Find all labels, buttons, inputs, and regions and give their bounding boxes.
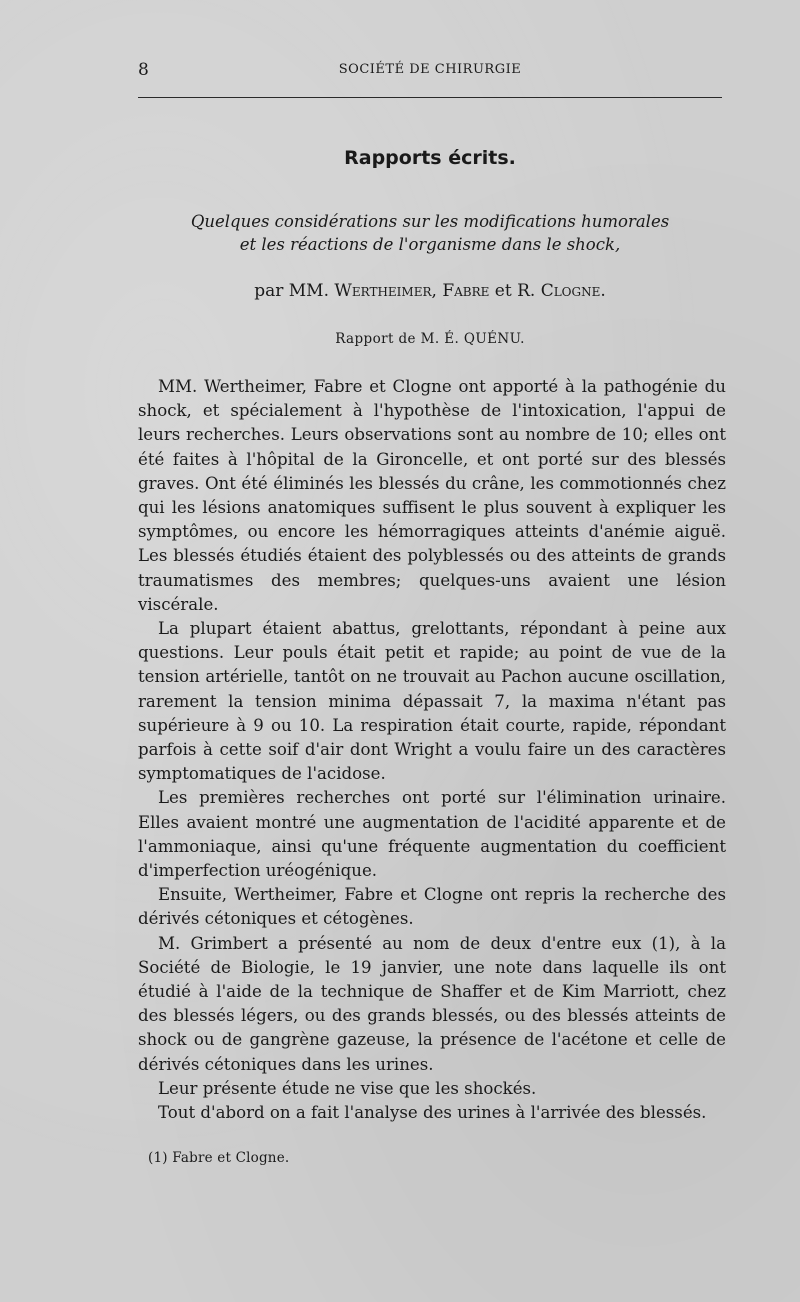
author-fabre: Fabre [442,281,490,301]
author-clogne: Clogne [540,281,601,301]
page-header [138,60,722,84]
authors-prefix: par MM. [254,281,329,301]
paragraph: La plupart étaient abattus, grelottants, répondant à peine aux questions. Leur pouls était petit et rapide; au point de vue de la tension artérielle, tantôt on ne trouvait au Pachon aucune oscillation, rarement la tension minima dépassait 7, la maxima n'étant pas supérieure à 9 ou 10. La respiration était courte, rapide, répondant parfois à cette soif d'air dont Wright a voulu faire un des caractères symptomatiques de l'acidose. [138,619,726,784]
paragraph: Les premières recherches ont porté sur l'élimination urinaire. Elles avaient montré une augmentation de l'acidité apparente et de l'ammoniaque, ainsi qu'une fréquente augmentation du coefficient d'imperfection uréogénique. [138,788,726,881]
footnote: (1) Fabre et Clogne. [148,1150,290,1166]
header-rule [138,97,722,98]
page-number: 8 [138,60,149,80]
paragraph: MM. Wertheimer, Fabre et Clogne ont apporté à la pathogénie du shock, et spécialement à l'hypothèse de l'intoxication, l'appui de leurs recherches. Leurs observations sont au nombre de 10; elles ont été faites à l'hôpital de la Gironcelle, et ont porté sur des blessés graves. Ont été éliminés les blessés du crâne, les commotionnés chez qui les lésions anatomiques suffisent le plus souvent à expliquer les symptômes, ou encore les hémorragiques atteints d'anémie aiguë. Les blessés étudiés étaient des polyblessés ou des atteints de grands traumatismes des membres; quelques-uns avaient une lésion viscérale. [138,377,726,614]
paragraph: Leur présente étude ne vise que les shockés. [158,1078,537,1098]
running-head: SOCIÉTÉ DE CHIRURGIE [338,62,522,77]
authors-separator-2: et R. [489,281,541,301]
authors-suffix: . [600,281,606,301]
body-text [138,375,726,1125]
reporter-line: Rapport de M. É. QUÉNU. [335,331,525,347]
authors-separator-1: , [431,281,443,301]
article-title-line-1: Quelques considérations sur les modifications humorales [190,212,670,231]
author-wertheimer: Wertheimer [334,281,432,301]
paragraph: M. Grimbert a présenté au nom de deux d'entre eux (1), à la Société de Biologie, le 19 janvier, une note dans laquelle ils ont étudié à l'aide de la technique de Shaffer et de Kim Marriott, chez des blessés légers, ou des grands blessés, ou des blessés atteints de shock ou de gangrène gazeuse, la présence de l'acétone et celle de dérivés cétoniques dans les urines. [138,933,726,1074]
article-title [138,210,722,256]
paragraph: Tout d'abord on a fait l'analyse des urines à l'arrivée des blessés. [158,1103,707,1123]
authors-line [138,281,722,301]
article-title-line-2: et les réactions de l'organisme dans le shock, [239,235,621,254]
paragraph: Ensuite, Wertheimer, Fabre et Clogne ont repris la recherche des dérivés cétoniques et cétogènes. [138,885,726,929]
section-title: Rapports écrits. [344,147,516,169]
